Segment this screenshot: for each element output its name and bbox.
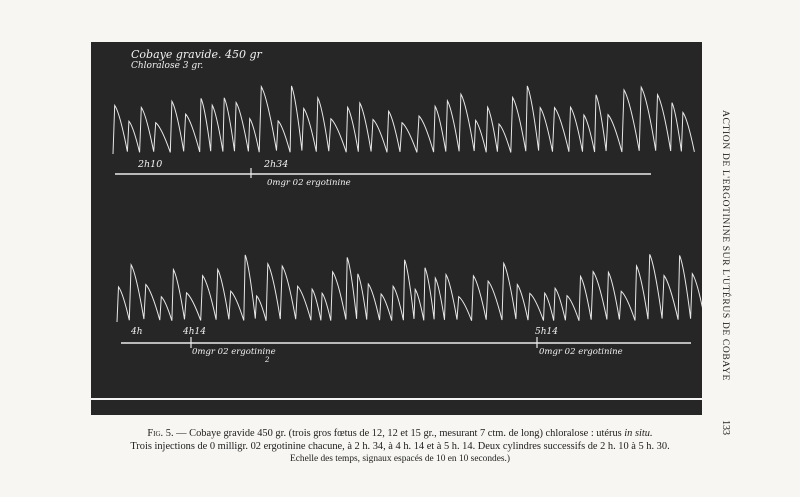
bottom-injection-label-2: 0mgr 02 ergotinine — [539, 347, 623, 357]
bottom-wave-path — [117, 254, 702, 322]
top-time-mark-1: 2h10 — [138, 159, 163, 170]
bottom-time-mark-1: 4h — [131, 327, 143, 337]
caption-line-3: Echelle des temps, signaux espacés de 10 en 10 secondes.) — [290, 454, 510, 464]
caption-line-1 — [90, 427, 710, 440]
top-injection-label: 0mgr 02 ergotinine — [267, 178, 351, 188]
bottom-stray-mark: 2 — [265, 356, 270, 364]
page-number-text: 133 — [720, 420, 731, 435]
bottom-injection-label-1: 0mgr 02 ergotinine — [192, 347, 276, 357]
bottom-contraction-trace — [117, 254, 702, 322]
running-head-text: ACTION DE L'ERGOTININE SUR L'UTÉRUS DE COBAYE — [720, 110, 731, 382]
top-wave-path — [113, 86, 694, 154]
bottom-time-mark-3: 5h14 — [535, 327, 558, 337]
kymograph-figure — [91, 42, 702, 415]
top-time-mark-2: 2h34 — [264, 159, 289, 170]
bottom-time-mark-2: 4h14 — [183, 327, 206, 337]
kymograph-tracings — [91, 42, 702, 415]
caption-line-2: Trois injections de 0 milligr. 02 ergotinine chacune, à 2 h. 34, à 4 h. 14 et à 5 h. 14. Deux cylindres successifs de 2 h. 10 à 5 h. 30. — [130, 441, 670, 452]
caption-line-1-text: — Cobaye gravide 450 gr. (trois gros fœtus de 12, 12 et 15 gr., mesurant 7 ctm. de long) chloralose : utérus — [173, 428, 625, 439]
caption-figure-label: Fig. 5. — [147, 428, 174, 439]
handwritten-subtitle: Chloralose 3 gr. — [131, 61, 204, 71]
top-contraction-trace — [113, 86, 694, 154]
caption-line-1-italic: in situ. — [624, 428, 653, 439]
figure-caption — [90, 427, 710, 466]
handwritten-title: Cobaye gravide. 450 gr — [131, 48, 262, 61]
